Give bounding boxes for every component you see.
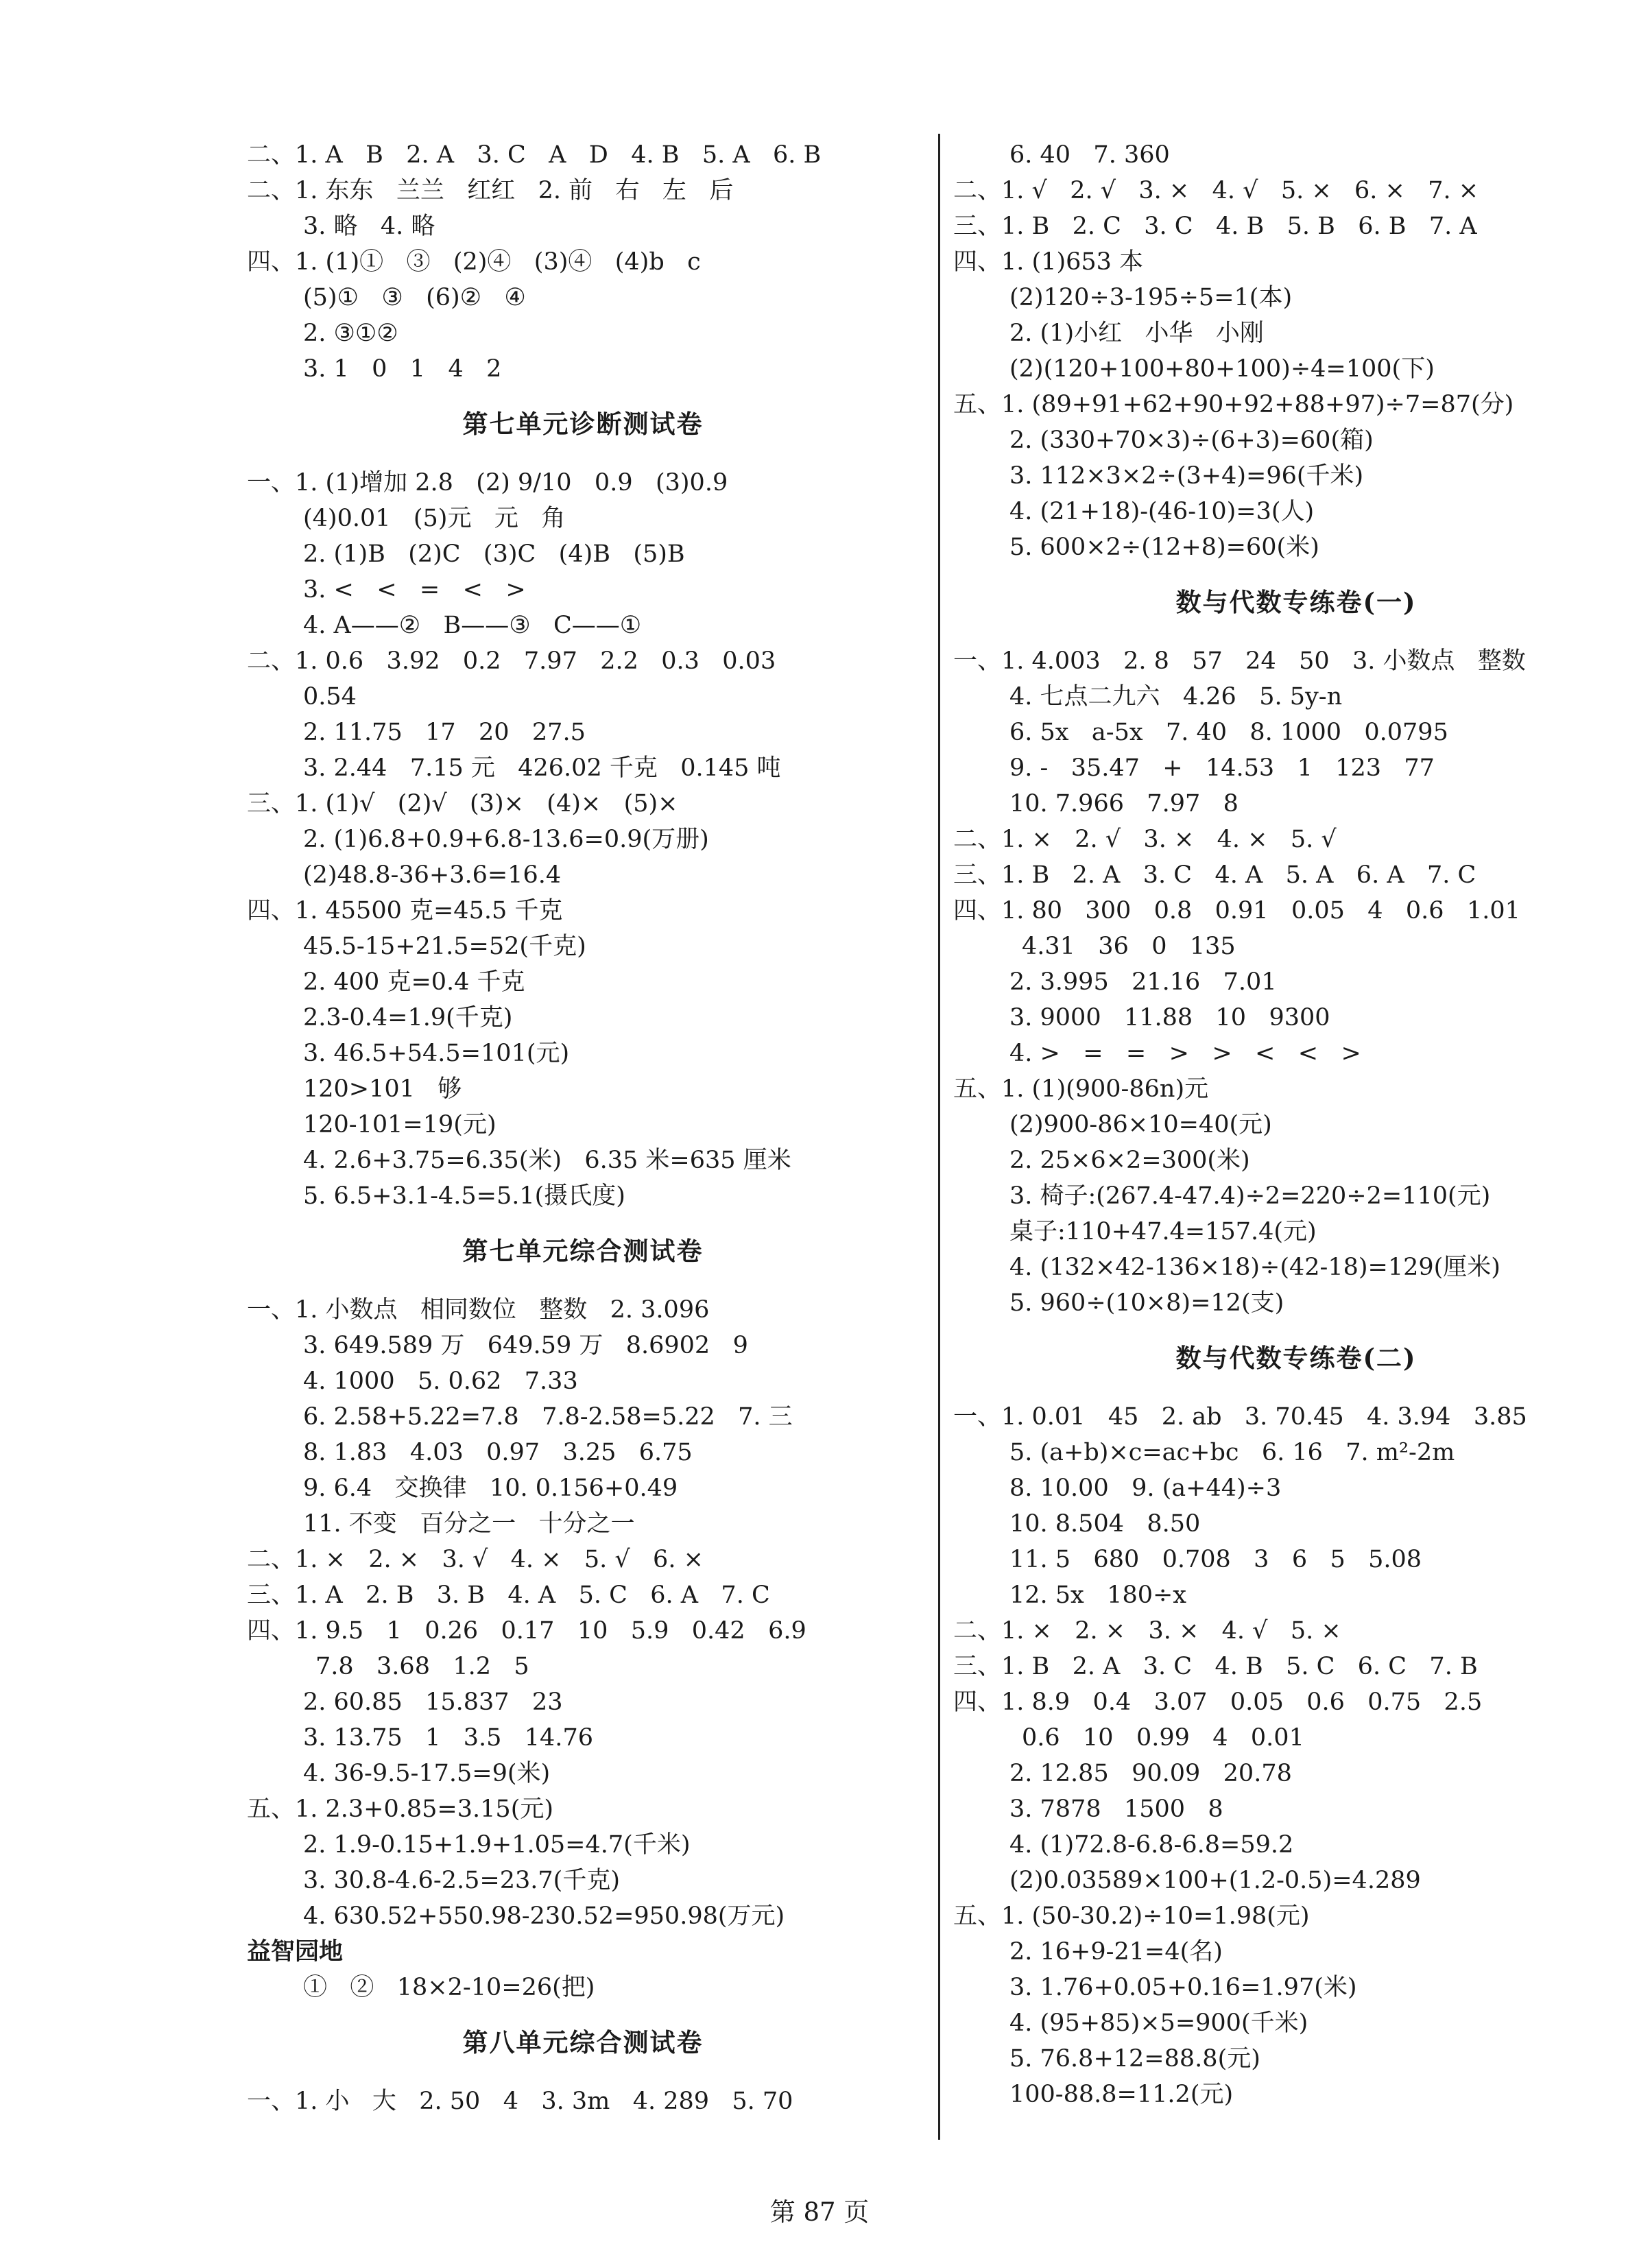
answer-line: 8. 10.00 9. (a+44)÷3 bbox=[1009, 1475, 1282, 1502]
page-number: 第 87 页 bbox=[769, 2197, 870, 2227]
answer-line: (2)900-86×10=40(元) bbox=[1009, 1111, 1272, 1138]
answer-line: 0.54 bbox=[303, 683, 357, 711]
answer-line: 一、1. 小 大 2. 50 4 3. 3m 4. 289 5. 70 bbox=[247, 2088, 793, 2115]
answer-line: 二、1. × 2. √ 3. × 4. × 5. √ bbox=[953, 826, 1337, 853]
answer-line: 5. 76.8+12=88.8(元) bbox=[1009, 2045, 1260, 2073]
answer-line: 二、1. √ 2. √ 3. × 4. √ 5. × 6. × 7. × bbox=[953, 177, 1479, 204]
answer-line: 3. 30.8-4.6-2.5=23.7(千克) bbox=[303, 1867, 620, 1894]
answer-line: (4)0.01 (5)元 元 角 bbox=[303, 505, 566, 532]
answer-line: 3. 椅子:(267.4-47.4)÷2=220÷2=110(元) bbox=[1009, 1182, 1491, 1210]
answer-line: 2. (1)B (2)C (3)C (4)B (5)B bbox=[303, 540, 685, 568]
answer-line: 6. 40 7. 360 bbox=[1009, 141, 1170, 169]
answer-line: 4. 1000 5. 0.62 7.33 bbox=[303, 1368, 578, 1395]
section-heading: 数与代数专练卷(一) bbox=[1175, 587, 1417, 617]
answer-line: 9. 6.4 交换律 10. 0.156+0.49 bbox=[303, 1475, 678, 1502]
answer-line: (5)① ③ (6)② ④ bbox=[303, 284, 526, 311]
answer-line: 五、1. 2.3+0.85=3.15(元) bbox=[247, 1795, 554, 1823]
answer-line: 二、1. 0.6 3.92 0.2 7.97 2.2 0.3 0.03 bbox=[247, 647, 776, 675]
answer-line: 四、1. (1)653 本 bbox=[953, 248, 1144, 276]
answer-line: 3. 1.76+0.05+0.16=1.97(米) bbox=[1009, 1974, 1357, 2001]
answer-line: 3. 2.44 7.15 元 426.02 千克 0.145 吨 bbox=[303, 754, 781, 782]
answer-line: 一、1. 小数点 相同数位 整数 2. 3.096 bbox=[247, 1296, 710, 1324]
answer-line: 四、1. 45500 克=45.5 千克 bbox=[247, 897, 563, 924]
answer-line: 二、1. A B 2. A 3. C A D 4. B 5. A 6. B bbox=[247, 141, 822, 169]
answer-line: 3. < < = < > bbox=[303, 576, 526, 604]
answer-line: 120-101=19(元) bbox=[303, 1111, 497, 1138]
answer-line: 三、1. B 2. A 3. C 4. A 5. A 6. A 7. C bbox=[953, 861, 1476, 889]
answer-line: 8. 1.83 4.03 0.97 3.25 6.75 bbox=[303, 1439, 693, 1466]
answer-line: 2. 11.75 17 20 27.5 bbox=[303, 719, 586, 746]
answer-line: 3. 9000 11.88 10 9300 bbox=[1009, 1004, 1330, 1031]
answer-line: 10. 7.966 7.97 8 bbox=[1009, 790, 1239, 817]
answer-line: 3. 7878 1500 8 bbox=[1009, 1795, 1223, 1823]
answer-line: 120>101 够 bbox=[303, 1075, 462, 1103]
answer-line: 2. 400 克=0.4 千克 bbox=[303, 968, 525, 996]
answer-line: 2. 60.85 15.837 23 bbox=[303, 1688, 563, 1716]
answer-line: 3. 13.75 1 3.5 14.76 bbox=[303, 1724, 593, 1752]
section-heading: 第七单元综合测试卷 bbox=[462, 1236, 704, 1266]
answer-line: 四、1. 8.9 0.4 3.07 0.05 0.6 0.75 2.5 bbox=[953, 1688, 1483, 1716]
answer-line: 45.5-15+21.5=52(千克) bbox=[303, 933, 586, 960]
answer-line: 2. 1.9-0.15+1.9+1.05=4.7(千米) bbox=[303, 1831, 691, 1859]
answer-line: 2. 25×6×2=300(米) bbox=[1009, 1147, 1250, 1174]
answer-line: 五、1. (89+91+62+90+92+88+97)÷7=87(分) bbox=[953, 391, 1514, 418]
section-heading: 第七单元诊断测试卷 bbox=[462, 409, 704, 439]
answer-line: 三、1. (1)√ (2)√ (3)× (4)× (5)× bbox=[247, 790, 678, 817]
answer-line: 2. (330+70×3)÷(6+3)=60(箱) bbox=[1009, 427, 1374, 454]
answer-line: 2. 3.995 21.16 7.01 bbox=[1009, 968, 1277, 996]
answer-line: 5. 960÷(10×8)=12(支) bbox=[1009, 1289, 1284, 1317]
answer-line: 4. (132×42-136×18)÷(42-18)=129(厘米) bbox=[1009, 1254, 1500, 1281]
left-column bbox=[247, 137, 919, 2119]
answer-line: 12. 5x 180÷x bbox=[1009, 1581, 1187, 1609]
answer-line: 9. - 35.47 + 14.53 1 123 77 bbox=[1009, 754, 1435, 782]
answer-line: (2)48.8-36+3.6=16.4 bbox=[303, 861, 562, 889]
answer-line: (2)120÷3-195÷5=1(本) bbox=[1009, 284, 1293, 311]
answer-line: 5. 600×2÷(12+8)=60(米) bbox=[1009, 534, 1319, 561]
answer-line: 4. (21+18)-(46-10)=3(人) bbox=[1009, 498, 1315, 525]
answer-line: 二、1. × 2. × 3. √ 4. × 5. √ 6. × bbox=[247, 1546, 704, 1573]
answer-line: 一、1. 4.003 2. 8 57 24 50 3. 小数点 整数 bbox=[953, 647, 1526, 675]
answer-line: 2. ③①② bbox=[303, 320, 398, 347]
answer-line: 三、1. B 2. A 3. C 4. B 5. C 6. C 7. B bbox=[953, 1653, 1478, 1680]
section-heading: 第八单元综合测试卷 bbox=[462, 2027, 704, 2057]
answer-line: 四、1. (1)① ③ (2)④ (3)④ (4)b c bbox=[247, 248, 701, 276]
answer-line: 2. 12.85 90.09 20.78 bbox=[1009, 1760, 1292, 1787]
answer-line: 5. (a+b)×c=ac+bc 6. 16 7. m²-2m bbox=[1009, 1439, 1455, 1466]
answer-line: 2. 16+9-21=4(名) bbox=[1009, 1938, 1223, 1966]
answer-line: 0.6 10 0.99 4 0.01 bbox=[1022, 1724, 1304, 1752]
answer-line: 3. 略 4. 略 bbox=[303, 213, 435, 240]
answer-line: 4. (95+85)×5=900(千米) bbox=[1009, 2009, 1308, 2037]
answer-line: 2. (1)小红 小华 小刚 bbox=[1009, 320, 1264, 347]
answer-line: 4. 36-9.5-17.5=9(米) bbox=[303, 1760, 551, 1787]
answer-line: 4. A——② B——③ C——① bbox=[303, 612, 642, 639]
answer-line: 4. (1)72.8-6.8-6.8=59.2 bbox=[1009, 1831, 1294, 1859]
answer-line: 一、1. 0.01 45 2. ab 3. 70.45 4. 3.94 3.85 bbox=[953, 1403, 1527, 1431]
answer-line: 2. (1)6.8+0.9+6.8-13.6=0.9(万册) bbox=[303, 826, 709, 853]
column-divider bbox=[938, 134, 940, 2140]
answer-line: 三、1. B 2. C 3. C 4. B 5. B 6. B 7. A bbox=[953, 213, 1477, 240]
answer-line: 4. 七点二九六 4.26 5. 5y-n bbox=[1009, 683, 1343, 711]
answer-line: 2.3-0.4=1.9(千克) bbox=[303, 1004, 513, 1031]
answer-line: 二、1. × 2. × 3. × 4. √ 5. × bbox=[953, 1617, 1341, 1645]
answer-line: 三、1. A 2. B 3. B 4. A 5. C 6. A 7. C bbox=[247, 1581, 770, 1609]
answer-line: 桌子:110+47.4=157.4(元) bbox=[1009, 1218, 1317, 1245]
answer-line: 3. 46.5+54.5=101(元) bbox=[303, 1040, 570, 1067]
answer-line: ① ② 18×2-10=26(把) bbox=[303, 1974, 595, 2001]
answer-line: 益智园地 bbox=[247, 1937, 344, 1966]
answer-line: 6. 5x a-5x 7. 40 8. 1000 0.0795 bbox=[1009, 719, 1448, 746]
answer-line: 五、1. (50-30.2)÷10=1.98(元) bbox=[953, 1902, 1310, 1930]
answer-line: 4. 2.6+3.75=6.35(米) 6.35 米=635 厘米 bbox=[303, 1147, 791, 1174]
answer-line: (2)0.03589×100+(1.2-0.5)=4.289 bbox=[1009, 1867, 1421, 1894]
answer-line: 四、1. 80 300 0.8 0.91 0.05 4 0.6 1.01 bbox=[953, 897, 1520, 924]
answer-line: 5. 6.5+3.1-4.5=5.1(摄氏度) bbox=[303, 1182, 625, 1210]
answer-line: 二、1. 东东 兰兰 红红 2. 前 右 左 后 bbox=[247, 177, 734, 204]
answer-line: 6. 2.58+5.22=7.8 7.8-2.58=5.22 7. 三 bbox=[303, 1403, 793, 1431]
answer-line: 3. 649.589 万 649.59 万 8.6902 9 bbox=[303, 1332, 748, 1359]
section-heading: 数与代数专练卷(二) bbox=[1175, 1343, 1417, 1373]
answer-line: 4. 630.52+550.98-230.52=950.98(万元) bbox=[303, 1902, 785, 1930]
answer-line: 四、1. 9.5 1 0.26 0.17 10 5.9 0.42 6.9 bbox=[247, 1617, 806, 1645]
answer-line: 100-88.8=11.2(元) bbox=[1009, 2081, 1234, 2108]
answer-line: 10. 8.504 8.50 bbox=[1009, 1510, 1201, 1538]
answer-line: 3. 1 0 1 4 2 bbox=[303, 355, 502, 383]
answer-line: 4.31 36 0 135 bbox=[1022, 933, 1236, 960]
answer-line: 7.8 3.68 1.2 5 bbox=[315, 1653, 529, 1680]
right-column bbox=[953, 137, 1639, 2112]
answer-line: 11. 不变 百分之一 十分之一 bbox=[303, 1510, 635, 1538]
answer-line: 3. 112×3×2÷(3+4)=96(千米) bbox=[1009, 462, 1364, 490]
answer-line: 11. 5 680 0.708 3 6 5 5.08 bbox=[1009, 1546, 1422, 1573]
answer-line: 五、1. (1)(900-86n)元 bbox=[953, 1075, 1209, 1103]
answer-line: (2)(120+100+80+100)÷4=100(下) bbox=[1009, 355, 1435, 383]
answer-line: 一、1. (1)增加 2.8 (2) 9/10 0.9 (3)0.9 bbox=[247, 469, 728, 497]
answer-line: 4. > = = > > < < > bbox=[1009, 1040, 1361, 1067]
